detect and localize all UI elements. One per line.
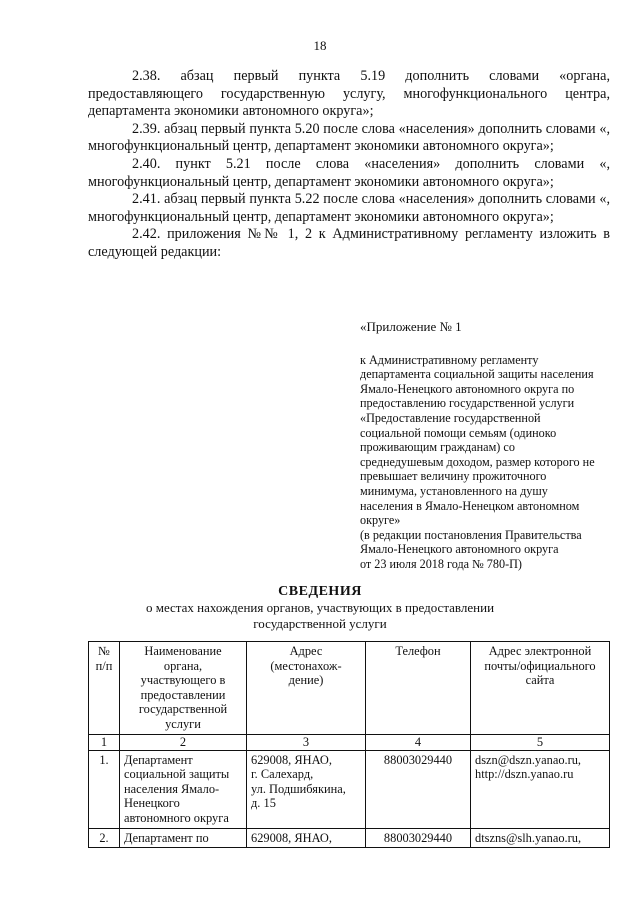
row-org-name: Департамент по [120,828,247,848]
appendix-line: населения в Ямало-Ненецком автономном [360,498,580,513]
row-number: 1. [89,750,120,828]
appendix-line: «Предоставление государственной [360,410,541,425]
header-cell-phone: Телефон [366,642,471,735]
paragraph-2-39: 2.39. абзац первый пункта 5.20 после слова «населения» дополнить словами «, многофункциональный центр, департамент экономики автономного округа»; [88,120,610,155]
header-cell-email: Адрес электронной почты/официального сайта [471,642,610,735]
paragraph-2-40: 2.40. пункт 5.21 после слова «населения» дополнить словами «, многофункциональный центр, департамент экономики автономного округа»; [88,155,610,190]
row-email: dtszns@slh.yanao.ru, [471,828,610,848]
table-row [89,750,610,828]
appendix-line: Ямало-Ненецкого автономного округа [360,542,559,557]
row-address: 629008, ЯНАО, [247,828,366,848]
header-cell-number: № п/п [89,642,120,735]
paragraph-2-38: 2.38. абзац первый пункта 5.19 дополнить словами «органа, предоставляющего государственную услугу, многофункционального центра, департамента экономики автономного округа»; [88,68,610,120]
appendix-line: проживающим гражданам) со [360,440,515,455]
table-row [89,828,610,848]
appendix-line: (в редакции постановления Правительства [360,527,582,542]
appendix-line: округе» [360,513,401,528]
appendix-line: минимума, установленного на душу [360,483,548,498]
column-number: 2 [120,734,247,750]
appendix-line: предоставлению государственной услуги [360,396,575,411]
row-org-name: Департамент социальной защиты населения Ямало- Ненецкого автономного округа [120,750,247,828]
amendments-text [88,68,610,262]
appendix-line: к Административному регламенту [360,352,539,367]
appendix-line: департамента социальной защиты населения [360,367,594,382]
table-header-row [89,642,610,735]
row-phone: 88003029440 [366,828,471,848]
row-address: 629008, ЯНАО, г. Салехард, ул. Подшибякина, д. 15 [247,750,366,828]
appendix-line: среднедушевым доходом, размер которого не [360,454,595,469]
column-number: 3 [247,734,366,750]
column-numbers-row [89,734,610,750]
organizations-table [88,641,610,848]
column-number: 4 [366,734,471,750]
section-heading [0,583,640,631]
page-number: 18 [313,38,327,53]
row-number: 2. [89,828,120,848]
appendix-line: превышает величину прожиточного [360,469,547,484]
heading-subtitle: о местах нахождения органов, участвующих в предоставлении [145,600,495,615]
header-cell-address: Адрес (местонахож- дение) [247,642,366,735]
row-phone: 88003029440 [366,750,471,828]
row-email: dszn@dszn.yanao.ru, http://dszn.yanao.ru [471,750,610,828]
paragraph-2-41: 2.41. абзац первый пункта 5.22 после слова «населения» дополнить словами «, многофункциональный центр, департамент экономики автономного округа»; [88,191,610,225]
appendix-title: «Приложение № 1 [360,319,462,334]
heading-title: СВЕДЕНИЯ [278,584,362,599]
column-number: 1 [89,734,120,750]
appendix-block [360,320,615,572]
header-cell-name: Наименование органа, участвующего в предоставлении государственной услуги [120,642,247,735]
heading-subtitle: государственной услуги [253,615,387,631]
column-number: 5 [471,734,610,750]
paragraph-2-42: 2.42. приложения №№ 1, 2 к Административному регламенту изложить в следующей редакции: [88,226,610,260]
appendix-line: социальной помощи семьям (одиноко [360,425,557,440]
appendix-line: Ямало-Ненецкого автономного округа по [360,381,575,396]
appendix-line: от 23 июля 2018 года № 780-П) [360,556,522,571]
